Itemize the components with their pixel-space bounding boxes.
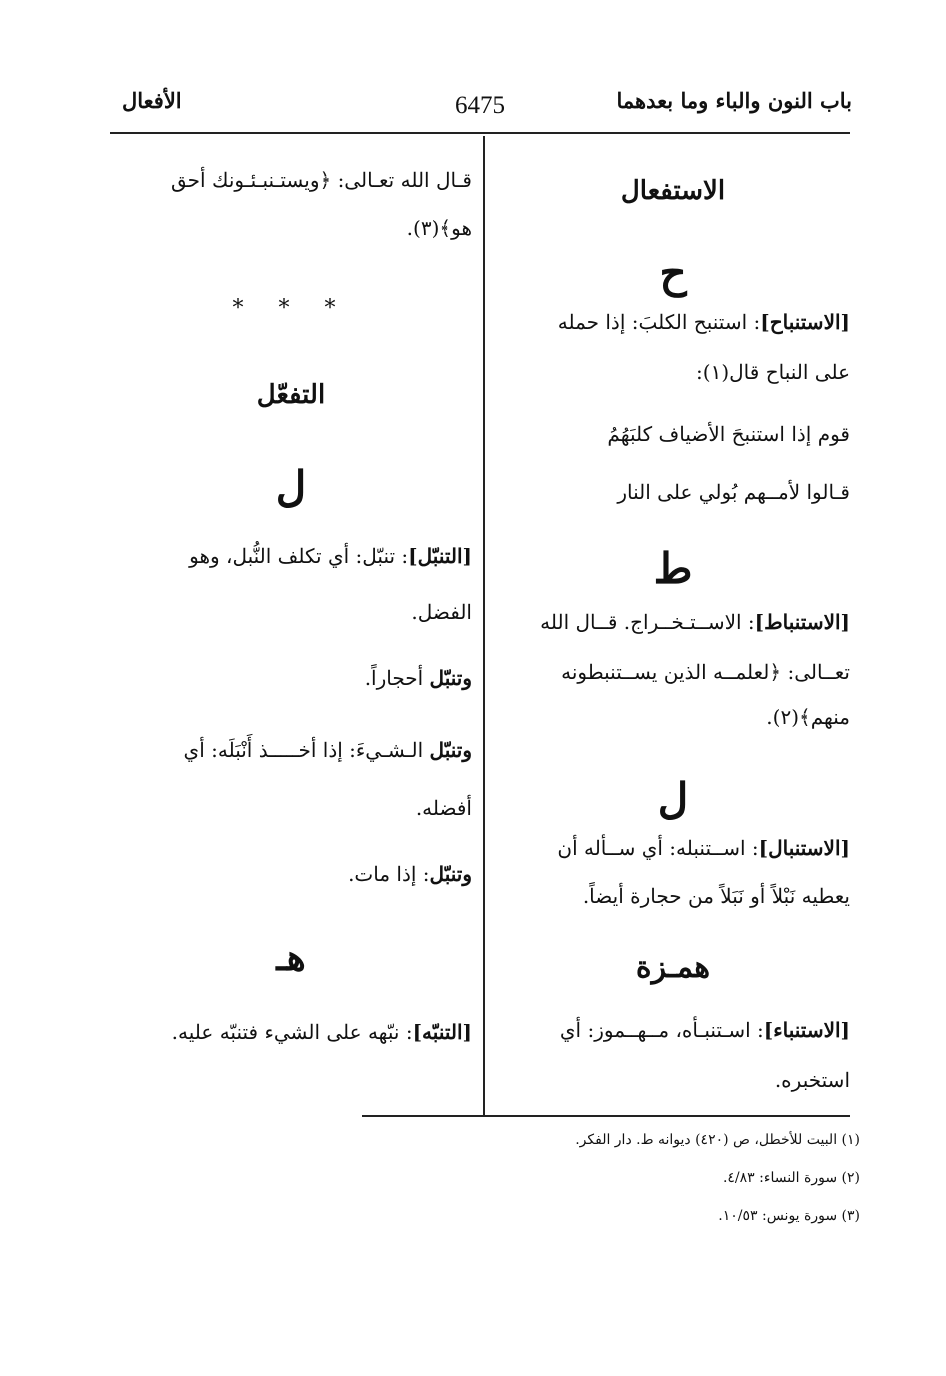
entry-istinbat	[496, 610, 850, 634]
entry-text: : نبّهه على الشيء فتنبّه عليه.	[171, 1020, 413, 1044]
quran-quote: قـال الله تعـالى: ﴿ويستـنبـئـونك أحق	[171, 168, 472, 192]
entry-term: وتنبّل	[429, 738, 472, 762]
column-divider	[483, 136, 485, 1116]
entry-text: الـشـيءَ: إذا أخـــــذ أَنْبَلَه: أي	[183, 738, 430, 762]
poem-verse-1: قوم إذا استنبحَ الأضياف كلبَهُمُ	[607, 422, 850, 446]
entry-istinbat-cont2: منهم﴾(٢).	[766, 705, 850, 729]
entry-term: [الاستنباط]	[754, 610, 850, 634]
letter-heading-ha: هـ	[276, 937, 306, 979]
entry-tanabbul-died	[110, 862, 472, 886]
section-title-istifal: الاستفعال	[620, 176, 726, 206]
poem-verse-2: قـالوا لأمــهم بُولي على النار	[617, 480, 850, 504]
entry-term: [التنبّل]	[408, 544, 472, 568]
quran-quote-cont: هو﴾(٣).	[406, 216, 472, 240]
entry-text: : استنبح الكلبَ: إذا حمله	[557, 310, 761, 334]
entry-istinbah-cont: على النباح قال(١):	[696, 360, 850, 384]
entry-istinbal	[496, 836, 850, 860]
entry-tanabbul-stones	[110, 666, 472, 690]
letter-heading-ha: ح	[659, 248, 687, 297]
footnote-2: (٢) سورة النساء: ٤/٨٣.	[722, 1170, 860, 1186]
entry-text: : تنبّل: أي تكلف النُّبل، وهو	[189, 544, 409, 568]
entry-tanabbuh	[110, 1020, 472, 1044]
entry-text: : إذا مات.	[348, 862, 430, 886]
entry-term: [التنبّه]	[412, 1020, 472, 1044]
letter-heading-lam: ل	[657, 774, 689, 823]
entry-text: : اسـتنبـأه، مــهــموز: أي	[559, 1018, 764, 1042]
page-number: 6475	[455, 92, 505, 119]
entry-tanabbul-cont: الفضل.	[411, 600, 472, 624]
footnote-1: (١) البيت للأخطل، ص (٤٢٠) ديوانه ط. دار الفكر.	[575, 1132, 860, 1148]
entry-text: : اســتنبله: أي ســأله أن	[557, 836, 759, 860]
entry-istinba-cont: استخبره.	[774, 1068, 850, 1092]
footnotes	[490, 1132, 860, 1232]
entry-text: : الاســتـخــراج. قــال الله	[540, 610, 755, 634]
section-title-tafaul: التفعّل	[256, 380, 326, 410]
entry-istinba	[496, 1018, 850, 1042]
footnote-rule	[362, 1115, 850, 1117]
entry-tanabbul	[110, 544, 472, 568]
entry-tanabbul-thing-cont: أفضله.	[415, 796, 472, 820]
letter-heading-hamza: همـزة	[635, 950, 711, 985]
entry-istinbat-cont: تعــالى: ﴿لعلمــه الذين يســتنبطونه	[561, 660, 850, 684]
entry-term: [الاستنباء]	[763, 1018, 850, 1042]
entry-tanabbul-thing	[110, 738, 472, 762]
entry-text: أحجاراً.	[364, 666, 430, 690]
entry-istinbah	[496, 310, 850, 334]
entry-term: وتنبّل	[429, 862, 472, 886]
letter-heading-ta: ط	[653, 544, 693, 593]
running-header-chapter: باب النون والباء وما بعدهما	[616, 88, 852, 113]
entry-term: [الاستنباح]	[760, 310, 850, 334]
entry-term: [الاستنبال]	[758, 836, 850, 860]
header-rule	[110, 132, 850, 134]
entry-term: وتنبّل	[429, 666, 472, 690]
entry-istinbal-cont: يعطيه نَبْلاً أو نَبَلاً من حجارة أيضاً.	[582, 884, 850, 908]
running-header-section: الأفعال	[122, 88, 182, 113]
section-separator-stars: * * *	[232, 296, 350, 321]
footnote-3: (٣) سورة يونس: ١٠/٥٣.	[718, 1208, 860, 1224]
letter-heading-lam: ل	[275, 462, 307, 511]
